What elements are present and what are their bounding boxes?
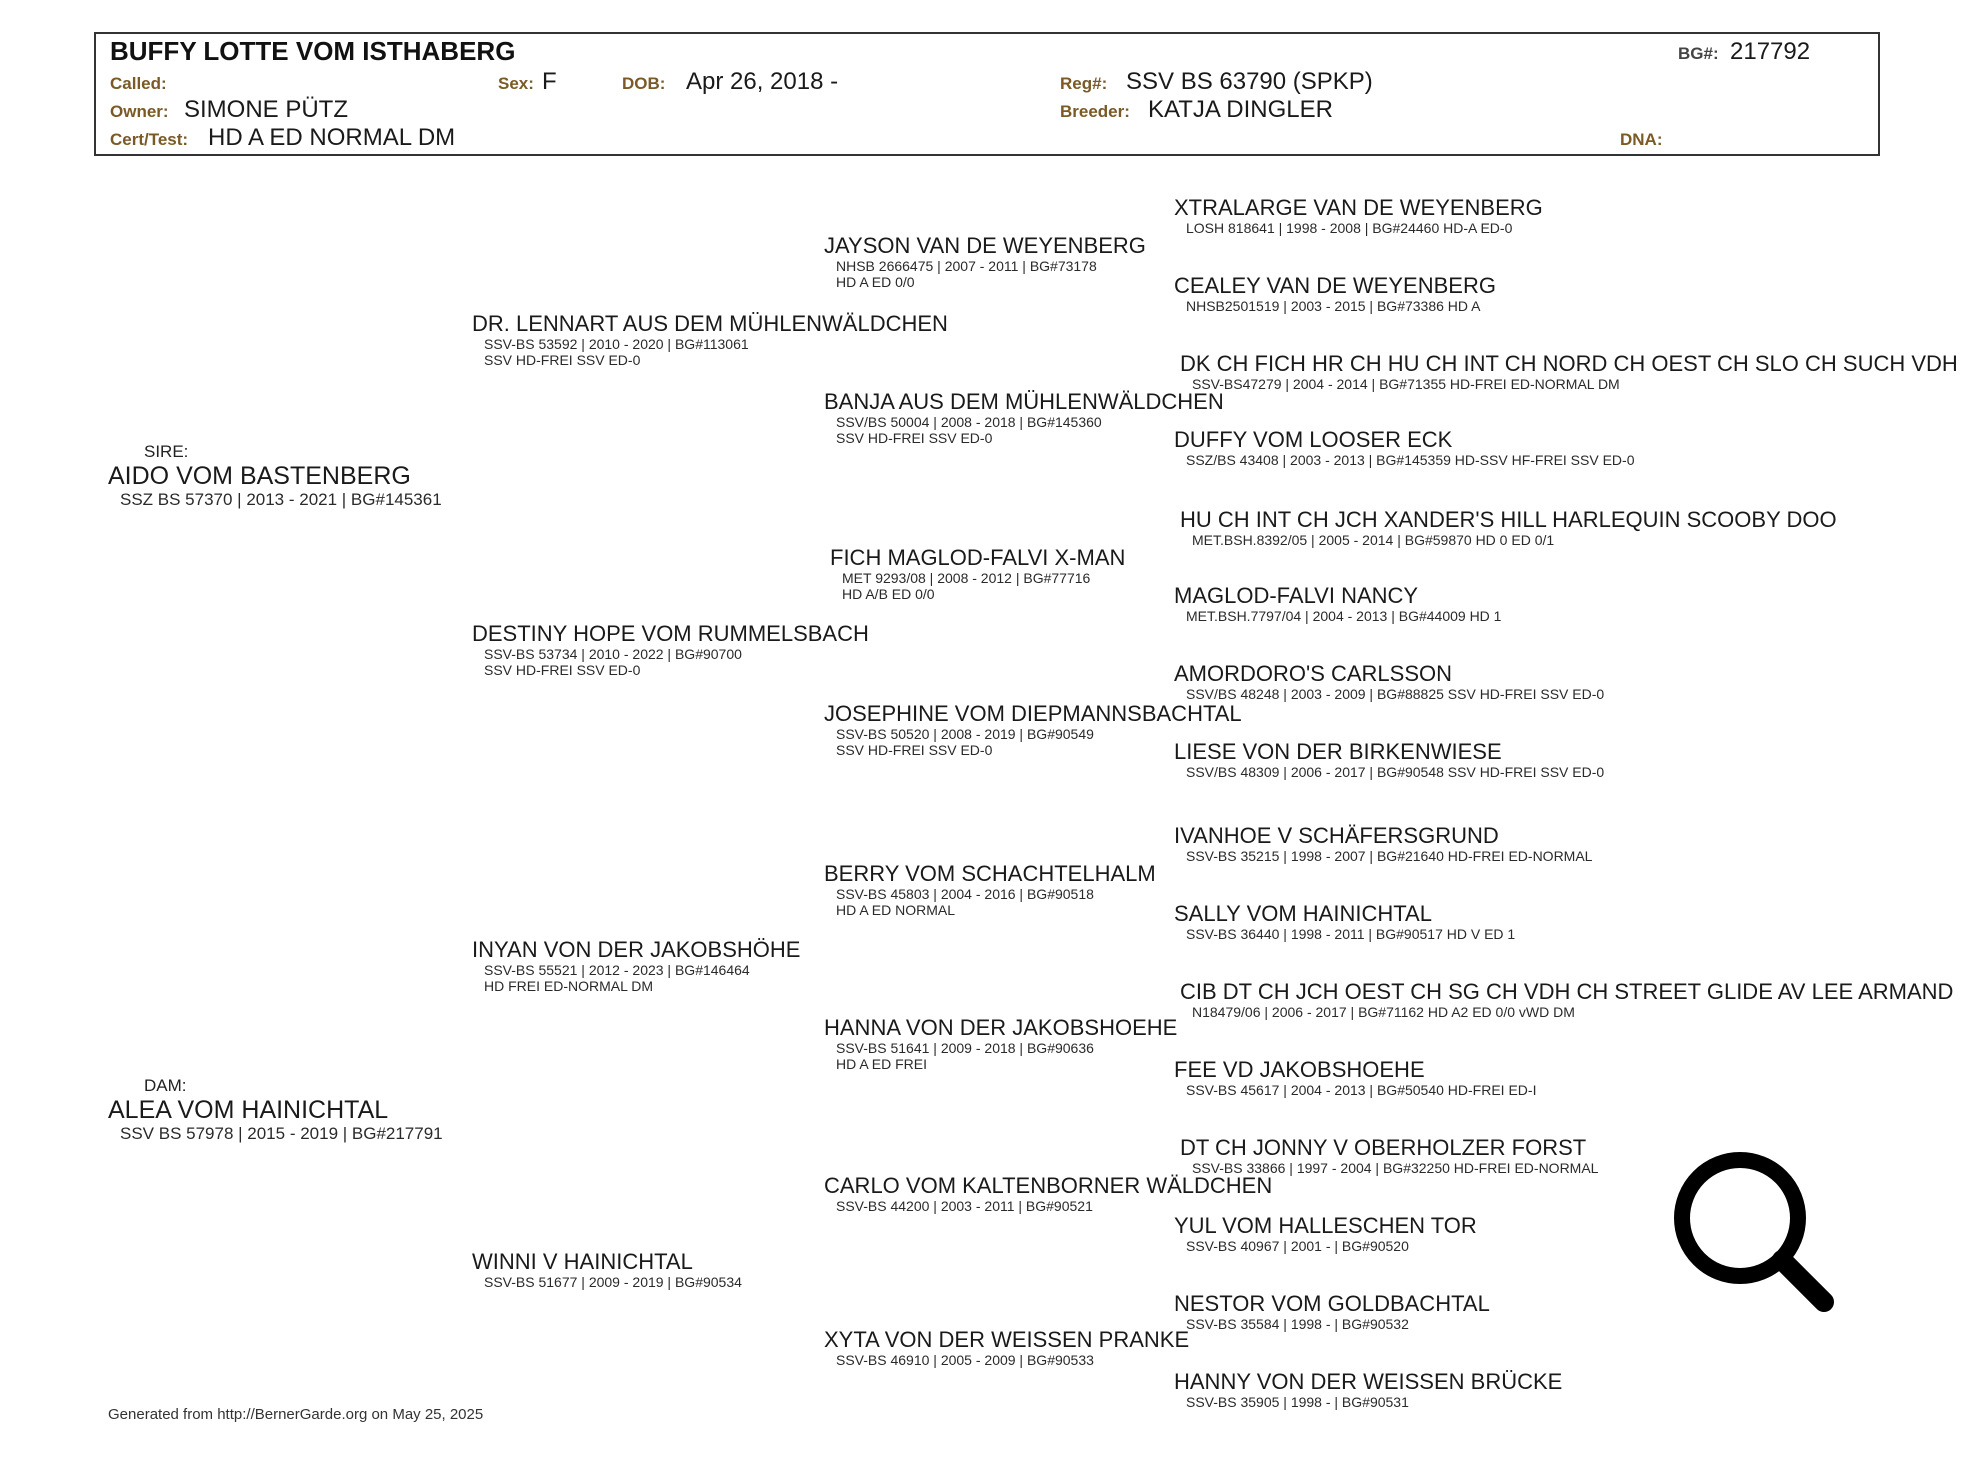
dob-label: DOB: xyxy=(622,74,666,93)
ancestor-reg: SSV-BS 35584 | 1998 - | BG#90532 xyxy=(1186,1316,1409,1332)
sire-line1: SSZ BS 57370 | 2013 - 2021 | BG#145361 xyxy=(120,490,442,509)
ancestor-entry[interactable] xyxy=(824,234,1146,290)
ancestor-name: INYAN VON DER JAKOBSHÖHE xyxy=(472,937,801,962)
magnifier-icon[interactable] xyxy=(1664,1142,1844,1322)
ancestor-reg: NHSB 2666475 | 2007 - 2011 | BG#73178 xyxy=(836,258,1097,274)
owner-label: Owner: xyxy=(110,102,169,121)
ancestor-name: HU CH INT CH JCH XANDER'S HILL HARLEQUIN SCOOBY DOO xyxy=(1180,507,1837,532)
ancestor-health: SSV HD-FREI SSV ED-0 xyxy=(484,352,641,368)
ancestor-name: HANNY VON DER WEISSEN BRÜCKE xyxy=(1174,1369,1563,1394)
ancestor-reg: SSV-BS 51641 | 2009 - 2018 | BG#90636 xyxy=(836,1040,1094,1056)
generated-footer: Generated from http://BernerGarde.org on May 25, 2025 xyxy=(108,1406,484,1423)
ancestor-entry[interactable] xyxy=(1174,662,1604,702)
dam-line1: SSV BS 57978 | 2015 - 2019 | BG#217791 xyxy=(120,1124,443,1143)
ancestor-name: DESTINY HOPE VOM RUMMELSBACH xyxy=(472,621,869,646)
ancestor-health: HD A/B ED 0/0 xyxy=(842,586,935,602)
ancestor-entry[interactable] xyxy=(472,1250,742,1290)
sex-value: F xyxy=(542,68,557,95)
ancestor-reg: NHSB2501519 | 2003 - 2015 | BG#73386 HD A xyxy=(1186,298,1481,314)
bg-value: 217792 xyxy=(1730,38,1811,65)
ancestor-name: SALLY VOM HAINICHTAL xyxy=(1174,901,1432,926)
ancestor-reg: SSV/BS 50004 | 2008 - 2018 | BG#145360 xyxy=(836,414,1102,430)
ancestor-entry[interactable] xyxy=(472,622,869,678)
ancestor-reg: SSV-BS 45803 | 2004 - 2016 | BG#90518 xyxy=(836,886,1094,902)
cert-value: HD A ED NORMAL DM xyxy=(208,124,456,151)
ancestor-reg: SSV-BS 40967 | 2001 - | BG#90520 xyxy=(1186,1238,1409,1254)
ancestor-name: CIB DT CH JCH OEST CH SG CH VDH CH STREET GLIDE AV LEE ARMAND xyxy=(1180,979,1954,1004)
ancestor-entry[interactable] xyxy=(1174,902,1515,942)
ancestor-entry[interactable] xyxy=(1174,584,1501,624)
ancestor-entry[interactable] xyxy=(1174,1370,1562,1410)
ancestor-reg: SSV-BS 33866 | 1997 - 2004 | BG#32250 HD-FREI ED-NORMAL xyxy=(1192,1160,1599,1176)
ancestor-name: WINNI V HAINICHTAL xyxy=(472,1249,693,1274)
dam-entry[interactable] xyxy=(108,1076,443,1144)
ancestor-name: YUL VOM HALLESCHEN TOR xyxy=(1174,1213,1477,1238)
ancestor-name: IVANHOE V SCHÄFERSGRUND xyxy=(1174,823,1499,848)
ancestor-name: BANJA AUS DEM MÜHLENWÄLDCHEN xyxy=(824,389,1224,414)
ancestor-reg: SSZ/BS 43408 | 2003 - 2013 | BG#145359 HD-SSV HF-FREI SSV ED-0 xyxy=(1186,452,1635,468)
ancestor-name: LIESE VON DER BIRKENWIESE xyxy=(1174,739,1502,764)
dna-label: DNA: xyxy=(1620,130,1663,149)
ancestor-reg: SSV/BS 48309 | 2006 - 2017 | BG#90548 SSV HD-FREI SSV ED-0 xyxy=(1186,764,1605,780)
ancestor-entry[interactable] xyxy=(1174,1292,1490,1332)
ancestor-reg: MET.BSH.7797/04 | 2004 - 2013 | BG#44009 HD 1 xyxy=(1186,608,1502,624)
ancestor-name: FICH MAGLOD-FALVI X-MAN xyxy=(830,545,1126,570)
ancestor-health: HD A ED 0/0 xyxy=(836,274,915,290)
dam-name: ALEA VOM HAINICHTAL xyxy=(108,1096,389,1124)
ancestor-name: DR. LENNART AUS DEM MÜHLENWÄLDCHEN xyxy=(472,311,948,336)
ancestor-name: DUFFY VOM LOOSER ECK xyxy=(1174,427,1453,452)
ancestor-entry[interactable] xyxy=(1174,196,1543,236)
called-label: Called: xyxy=(110,74,167,93)
ancestor-health: HD A ED FREI xyxy=(836,1056,928,1072)
breeder-label: Breeder: xyxy=(1060,102,1130,121)
dob-value: Apr 26, 2018 - xyxy=(686,68,839,95)
ancestor-reg: SSV-BS 46910 | 2005 - 2009 | BG#90533 xyxy=(836,1352,1094,1368)
dog-name: BUFFY LOTTE VOM ISTHABERG xyxy=(110,36,516,66)
ancestor-health: SSV HD-FREI SSV ED-0 xyxy=(484,662,641,678)
ancestor-health: HD A ED NORMAL xyxy=(836,902,956,918)
ancestor-entry[interactable] xyxy=(472,312,948,368)
ancestor-entry[interactable] xyxy=(1174,274,1496,314)
ancestor-name: CARLO VOM KALTENBORNER WÄLDCHEN xyxy=(824,1173,1273,1198)
breeder-value: KATJA DINGLER xyxy=(1148,96,1333,123)
cert-label: Cert/Test: xyxy=(110,130,189,149)
ancestor-reg: MET.BSH.8392/05 | 2005 - 2014 | BG#59870 HD 0 ED 0/1 xyxy=(1192,532,1555,548)
ancestor-reg: LOSH 818641 | 1998 - 2008 | BG#24460 HD-A ED-0 xyxy=(1186,220,1513,236)
sire-name: AIDO VOM BASTENBERG xyxy=(108,462,411,490)
ancestor-entry[interactable] xyxy=(830,546,1125,602)
reg-value: SSV BS 63790 (SPKP) xyxy=(1126,68,1373,95)
ancestor-reg: SSV-BS 50520 | 2008 - 2019 | BG#90549 xyxy=(836,726,1094,742)
ancestor-entry[interactable] xyxy=(824,1174,1272,1214)
ancestor-entry[interactable] xyxy=(1174,740,1604,780)
ancestor-reg: SSV-BS 53734 | 2010 - 2022 | BG#90700 xyxy=(484,646,742,662)
ancestor-reg: SSV-BS 53592 | 2010 - 2020 | BG#113061 xyxy=(484,336,749,352)
ancestor-reg: SSV-BS 35905 | 1998 - | BG#90531 xyxy=(1186,1394,1409,1410)
ancestor-name: DK CH FICH HR CH HU CH INT CH NORD CH OEST CH SLO CH SUCH VDH xyxy=(1180,351,1958,376)
ancestor-name: JAYSON VAN DE WEYENBERG xyxy=(824,233,1146,258)
ancestor-entry[interactable] xyxy=(1180,1136,1598,1176)
ancestor-health: SSV HD-FREI SSV ED-0 xyxy=(836,742,993,758)
ancestor-entry[interactable] xyxy=(1180,980,1953,1020)
ancestor-name: DT CH JONNY V OBERHOLZER FORST xyxy=(1180,1135,1587,1160)
bg-label: BG#: xyxy=(1678,44,1719,63)
ancestor-entry[interactable] xyxy=(1174,428,1635,468)
ancestor-reg: SSV-BS47279 | 2004 - 2014 | BG#71355 HD-FREI ED-NORMAL DM xyxy=(1192,376,1620,392)
ancestor-reg: SSV-BS 45617 | 2004 - 2013 | BG#50540 HD-FREI ED-I xyxy=(1186,1082,1537,1098)
sex-label: Sex: xyxy=(498,74,534,93)
ancestor-entry[interactable] xyxy=(824,862,1156,918)
ancestor-health: HD FREI ED-NORMAL DM xyxy=(484,978,654,994)
ancestor-entry[interactable] xyxy=(1174,1214,1477,1254)
ancestor-name: FEE VD JAKOBSHOEHE xyxy=(1174,1057,1425,1082)
ancestor-name: JOSEPHINE VOM DIEPMANNSBACHTAL xyxy=(824,701,1242,726)
ancestor-entry[interactable] xyxy=(824,390,1224,446)
ancestor-reg: SSV-BS 55521 | 2012 - 2023 | BG#146464 xyxy=(484,962,750,978)
ancestor-name: AMORDORO'S CARLSSON xyxy=(1174,661,1453,686)
ancestor-name: HANNA VON DER JAKOBSHOEHE xyxy=(824,1015,1178,1040)
ancestor-reg: N18479/06 | 2006 - 2017 | BG#71162 HD A2 ED 0/0 vWD DM xyxy=(1192,1004,1575,1020)
ancestor-entry[interactable] xyxy=(472,938,800,994)
ancestor-health: SSV HD-FREI SSV ED-0 xyxy=(836,430,993,446)
ancestor-name: BERRY VOM SCHACHTELHALM xyxy=(824,861,1156,886)
ancestor-entry[interactable] xyxy=(1180,508,1837,548)
ancestor-reg: SSV-BS 51677 | 2009 - 2019 | BG#90534 xyxy=(484,1274,742,1290)
dam-role-label: DAM: xyxy=(144,1076,187,1095)
sire-entry[interactable] xyxy=(108,442,442,510)
owner-value: SIMONE PÜTZ xyxy=(184,96,349,123)
ancestor-entry[interactable] xyxy=(824,1328,1189,1368)
ancestor-name: MAGLOD-FALVI NANCY xyxy=(1174,583,1419,608)
ancestor-name: NESTOR VOM GOLDBACHTAL xyxy=(1174,1291,1490,1316)
dog-header xyxy=(94,32,1880,156)
ancestor-entry[interactable] xyxy=(1180,352,1958,392)
ancestor-reg: SSV-BS 36440 | 1998 - 2011 | BG#90517 HD V ED 1 xyxy=(1186,926,1516,942)
reg-label: Reg#: xyxy=(1060,74,1108,93)
ancestor-reg: MET 9293/08 | 2008 - 2012 | BG#77716 xyxy=(842,570,1091,586)
ancestor-reg: SSV-BS 35215 | 1998 - 2007 | BG#21640 HD-FREI ED-NORMAL xyxy=(1186,848,1593,864)
ancestor-entry[interactable] xyxy=(824,1016,1177,1072)
ancestor-entry[interactable] xyxy=(1174,1058,1536,1098)
ancestor-reg: SSV-BS 44200 | 2003 - 2011 | BG#90521 xyxy=(836,1198,1093,1214)
ancestor-name: CEALEY VAN DE WEYENBERG xyxy=(1174,273,1496,298)
ancestor-name: XYTA VON DER WEISSEN PRANKE xyxy=(824,1327,1190,1352)
sire-role-label: SIRE: xyxy=(144,442,189,461)
ancestor-name: XTRALARGE VAN DE WEYENBERG xyxy=(1174,195,1543,220)
ancestor-entry[interactable] xyxy=(1174,824,1592,864)
ancestor-reg: SSV/BS 48248 | 2003 - 2009 | BG#88825 SSV HD-FREI SSV ED-0 xyxy=(1186,686,1605,702)
